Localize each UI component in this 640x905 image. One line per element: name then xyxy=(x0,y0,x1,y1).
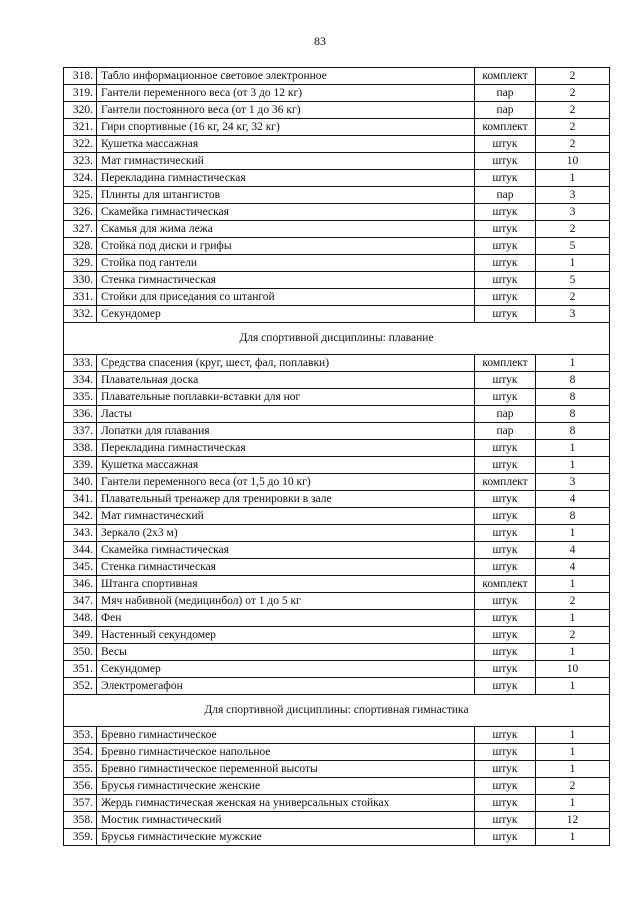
item-number: 324. xyxy=(64,170,97,187)
item-unit: штук xyxy=(475,610,536,627)
item-quantity: 1 xyxy=(536,170,610,187)
section-title: Для спортивной дисциплины: плавание xyxy=(64,323,610,355)
item-number: 353. xyxy=(64,727,97,744)
item-name: Мостик гимнастический xyxy=(97,812,475,829)
item-number: 354. xyxy=(64,744,97,761)
item-number: 321. xyxy=(64,119,97,136)
item-quantity: 1 xyxy=(536,678,610,695)
item-number: 318. xyxy=(64,68,97,85)
table-row xyxy=(64,170,610,187)
item-number: 325. xyxy=(64,187,97,204)
item-quantity: 1 xyxy=(536,255,610,272)
item-number: 323. xyxy=(64,153,97,170)
item-unit: пар xyxy=(475,406,536,423)
item-quantity: 1 xyxy=(536,727,610,744)
table-row xyxy=(64,627,610,644)
item-number: 326. xyxy=(64,204,97,221)
table-row xyxy=(64,153,610,170)
item-name: Кушетка массажная xyxy=(97,136,475,153)
item-name: Секундомер xyxy=(97,661,475,678)
item-unit: штук xyxy=(475,627,536,644)
item-name: Скамейка гимнастическая xyxy=(97,204,475,221)
item-unit: штук xyxy=(475,153,536,170)
table-row xyxy=(64,576,610,593)
table-row xyxy=(64,406,610,423)
item-name: Плавательный тренажер для тренировки в зале xyxy=(97,491,475,508)
item-unit: штук xyxy=(475,661,536,678)
item-unit: штук xyxy=(475,542,536,559)
item-name: Настенный секундомер xyxy=(97,627,475,644)
item-quantity: 5 xyxy=(536,238,610,255)
table-row xyxy=(64,812,610,829)
table-row xyxy=(64,423,610,440)
item-quantity: 3 xyxy=(536,306,610,323)
item-quantity: 8 xyxy=(536,423,610,440)
item-number: 350. xyxy=(64,644,97,661)
table-row xyxy=(64,306,610,323)
item-unit: пар xyxy=(475,423,536,440)
item-unit: штук xyxy=(475,778,536,795)
item-name: Зеркало (2х3 м) xyxy=(97,525,475,542)
item-name: Электромегафон xyxy=(97,678,475,695)
item-name: Жердь гимнастическая женская на универсальных стойках xyxy=(97,795,475,812)
equipment-table-body xyxy=(64,68,610,846)
item-number: 319. xyxy=(64,85,97,102)
item-number: 328. xyxy=(64,238,97,255)
item-quantity: 1 xyxy=(536,525,610,542)
item-quantity: 1 xyxy=(536,457,610,474)
item-unit: штук xyxy=(475,272,536,289)
table-row xyxy=(64,355,610,372)
item-number: 341. xyxy=(64,491,97,508)
item-name: Табло информационное световое электронное xyxy=(97,68,475,85)
item-name: Бревно гимнастическое напольное xyxy=(97,744,475,761)
item-name: Гири спортивные (16 кг, 24 кг, 32 кг) xyxy=(97,119,475,136)
item-name: Бревно гимнастическое переменной высоты xyxy=(97,761,475,778)
item-unit: штук xyxy=(475,372,536,389)
item-quantity: 10 xyxy=(536,153,610,170)
page-number: 83 xyxy=(314,34,326,48)
item-number: 335. xyxy=(64,389,97,406)
item-quantity: 8 xyxy=(536,372,610,389)
item-quantity: 4 xyxy=(536,559,610,576)
item-unit: комплект xyxy=(475,474,536,491)
item-number: 345. xyxy=(64,559,97,576)
item-number: 333. xyxy=(64,355,97,372)
table-row xyxy=(64,119,610,136)
item-name: Ласты xyxy=(97,406,475,423)
item-number: 357. xyxy=(64,795,97,812)
item-name: Плинты для штангистов xyxy=(97,187,475,204)
item-quantity: 2 xyxy=(536,289,610,306)
item-quantity: 3 xyxy=(536,204,610,221)
item-number: 347. xyxy=(64,593,97,610)
item-quantity: 1 xyxy=(536,355,610,372)
item-unit: комплект xyxy=(475,355,536,372)
item-unit: штук xyxy=(475,440,536,457)
item-quantity: 2 xyxy=(536,593,610,610)
item-quantity: 1 xyxy=(536,610,610,627)
item-quantity: 2 xyxy=(536,85,610,102)
item-unit: пар xyxy=(475,187,536,204)
item-name: Гантели переменного веса (от 1,5 до 10 кг) xyxy=(97,474,475,491)
table-row xyxy=(64,644,610,661)
item-quantity: 4 xyxy=(536,542,610,559)
item-number: 338. xyxy=(64,440,97,457)
item-number: 349. xyxy=(64,627,97,644)
table-row xyxy=(64,610,610,627)
item-number: 352. xyxy=(64,678,97,695)
item-unit: штук xyxy=(475,457,536,474)
item-unit: штук xyxy=(475,508,536,525)
item-quantity: 5 xyxy=(536,272,610,289)
item-number: 348. xyxy=(64,610,97,627)
item-name: Фен xyxy=(97,610,475,627)
item-number: 337. xyxy=(64,423,97,440)
item-number: 336. xyxy=(64,406,97,423)
item-name: Скамейка гимнастическая xyxy=(97,542,475,559)
table-row xyxy=(64,678,610,695)
item-unit: штук xyxy=(475,644,536,661)
item-quantity: 2 xyxy=(536,136,610,153)
table-row xyxy=(64,389,610,406)
item-name: Перекладина гимнастическая xyxy=(97,170,475,187)
item-quantity: 2 xyxy=(536,119,610,136)
item-quantity: 12 xyxy=(536,812,610,829)
equipment-table xyxy=(63,67,610,846)
item-quantity: 3 xyxy=(536,187,610,204)
item-name: Штанга спортивная xyxy=(97,576,475,593)
item-quantity: 1 xyxy=(536,576,610,593)
item-name: Стенка гимнастическая xyxy=(97,272,475,289)
item-number: 355. xyxy=(64,761,97,778)
item-number: 356. xyxy=(64,778,97,795)
item-quantity: 1 xyxy=(536,761,610,778)
item-quantity: 2 xyxy=(536,68,610,85)
item-quantity: 8 xyxy=(536,508,610,525)
section-header-row xyxy=(64,695,610,727)
item-quantity: 2 xyxy=(536,627,610,644)
item-quantity: 8 xyxy=(536,389,610,406)
item-name: Брусья гимнастические женские xyxy=(97,778,475,795)
table-row xyxy=(64,778,610,795)
item-name: Стойка под диски и грифы xyxy=(97,238,475,255)
table-row xyxy=(64,525,610,542)
item-name: Гантели переменного веса (от 3 до 12 кг) xyxy=(97,85,475,102)
item-unit: комплект xyxy=(475,68,536,85)
item-unit: штук xyxy=(475,491,536,508)
item-name: Кушетка массажная xyxy=(97,457,475,474)
table-row xyxy=(64,474,610,491)
item-unit: штук xyxy=(475,221,536,238)
item-quantity: 2 xyxy=(536,102,610,119)
item-unit: штук xyxy=(475,238,536,255)
item-name: Стойки для приседания со штангой xyxy=(97,289,475,306)
item-number: 332. xyxy=(64,306,97,323)
item-unit: пар xyxy=(475,85,536,102)
item-name: Плавательные поплавки-вставки для ног xyxy=(97,389,475,406)
item-unit: штук xyxy=(475,744,536,761)
table-row xyxy=(64,136,610,153)
item-name: Весы xyxy=(97,644,475,661)
table-row xyxy=(64,795,610,812)
item-quantity: 8 xyxy=(536,406,610,423)
item-unit: штук xyxy=(475,170,536,187)
table-row xyxy=(64,457,610,474)
item-name: Скамья для жима лежа xyxy=(97,221,475,238)
item-unit: штук xyxy=(475,727,536,744)
item-name: Брусья гимнастические мужские xyxy=(97,829,475,846)
item-name: Стойка под гантели xyxy=(97,255,475,272)
item-number: 343. xyxy=(64,525,97,542)
table-row xyxy=(64,85,610,102)
item-number: 320. xyxy=(64,102,97,119)
item-quantity: 3 xyxy=(536,474,610,491)
table-row xyxy=(64,559,610,576)
table-row xyxy=(64,542,610,559)
item-number: 351. xyxy=(64,661,97,678)
item-quantity: 1 xyxy=(536,644,610,661)
item-number: 322. xyxy=(64,136,97,153)
item-number: 330. xyxy=(64,272,97,289)
item-quantity: 2 xyxy=(536,221,610,238)
table-row xyxy=(64,593,610,610)
table-row xyxy=(64,491,610,508)
table-row xyxy=(64,829,610,846)
table-row xyxy=(64,508,610,525)
table-row xyxy=(64,255,610,272)
item-unit: штук xyxy=(475,255,536,272)
table-row xyxy=(64,272,610,289)
item-name: Средства спасения (круг, шест, фал, поплавки) xyxy=(97,355,475,372)
item-unit: штук xyxy=(475,812,536,829)
table-row xyxy=(64,221,610,238)
item-unit: штук xyxy=(475,389,536,406)
item-name: Гантели постоянного веса (от 1 до 36 кг) xyxy=(97,102,475,119)
item-name: Перекладина гимнастическая xyxy=(97,440,475,457)
item-unit: штук xyxy=(475,136,536,153)
item-number: 342. xyxy=(64,508,97,525)
table-row xyxy=(64,727,610,744)
table-row xyxy=(64,102,610,119)
table-row xyxy=(64,440,610,457)
item-quantity: 1 xyxy=(536,829,610,846)
item-name: Плавательная доска xyxy=(97,372,475,389)
table-row xyxy=(64,187,610,204)
item-number: 331. xyxy=(64,289,97,306)
item-name: Мат гимнастический xyxy=(97,153,475,170)
section-title: Для спортивной дисциплины: спортивная гимнастика xyxy=(64,695,610,727)
item-name: Бревно гимнастическое xyxy=(97,727,475,744)
item-number: 340. xyxy=(64,474,97,491)
item-name: Мяч набивной (медицинбол) от 1 до 5 кг xyxy=(97,593,475,610)
item-number: 339. xyxy=(64,457,97,474)
item-name: Секундомер xyxy=(97,306,475,323)
item-unit: штук xyxy=(475,829,536,846)
item-quantity: 2 xyxy=(536,778,610,795)
item-number: 346. xyxy=(64,576,97,593)
item-unit: штук xyxy=(475,678,536,695)
table-row xyxy=(64,744,610,761)
table-row xyxy=(64,761,610,778)
item-quantity: 1 xyxy=(536,440,610,457)
item-number: 334. xyxy=(64,372,97,389)
item-unit: штук xyxy=(475,204,536,221)
item-quantity: 4 xyxy=(536,491,610,508)
item-unit: пар xyxy=(475,102,536,119)
item-unit: штук xyxy=(475,559,536,576)
item-number: 327. xyxy=(64,221,97,238)
section-header-row xyxy=(64,323,610,355)
item-unit: штук xyxy=(475,289,536,306)
item-number: 344. xyxy=(64,542,97,559)
item-unit: штук xyxy=(475,593,536,610)
item-number: 329. xyxy=(64,255,97,272)
table-row xyxy=(64,372,610,389)
table-row xyxy=(64,661,610,678)
item-number: 359. xyxy=(64,829,97,846)
table-row xyxy=(64,204,610,221)
item-unit: комплект xyxy=(475,119,536,136)
item-quantity: 1 xyxy=(536,744,610,761)
table-row xyxy=(64,289,610,306)
item-unit: штук xyxy=(475,761,536,778)
item-name: Стенка гимнастическая xyxy=(97,559,475,576)
item-number: 358. xyxy=(64,812,97,829)
item-quantity: 10 xyxy=(536,661,610,678)
item-name: Мат гимнастический xyxy=(97,508,475,525)
item-unit: штук xyxy=(475,795,536,812)
item-name: Лопатки для плавания xyxy=(97,423,475,440)
item-unit: штук xyxy=(475,525,536,542)
table-row xyxy=(64,238,610,255)
table-row xyxy=(64,68,610,85)
item-unit: штук xyxy=(475,306,536,323)
item-unit: комплект xyxy=(475,576,536,593)
item-quantity: 1 xyxy=(536,795,610,812)
